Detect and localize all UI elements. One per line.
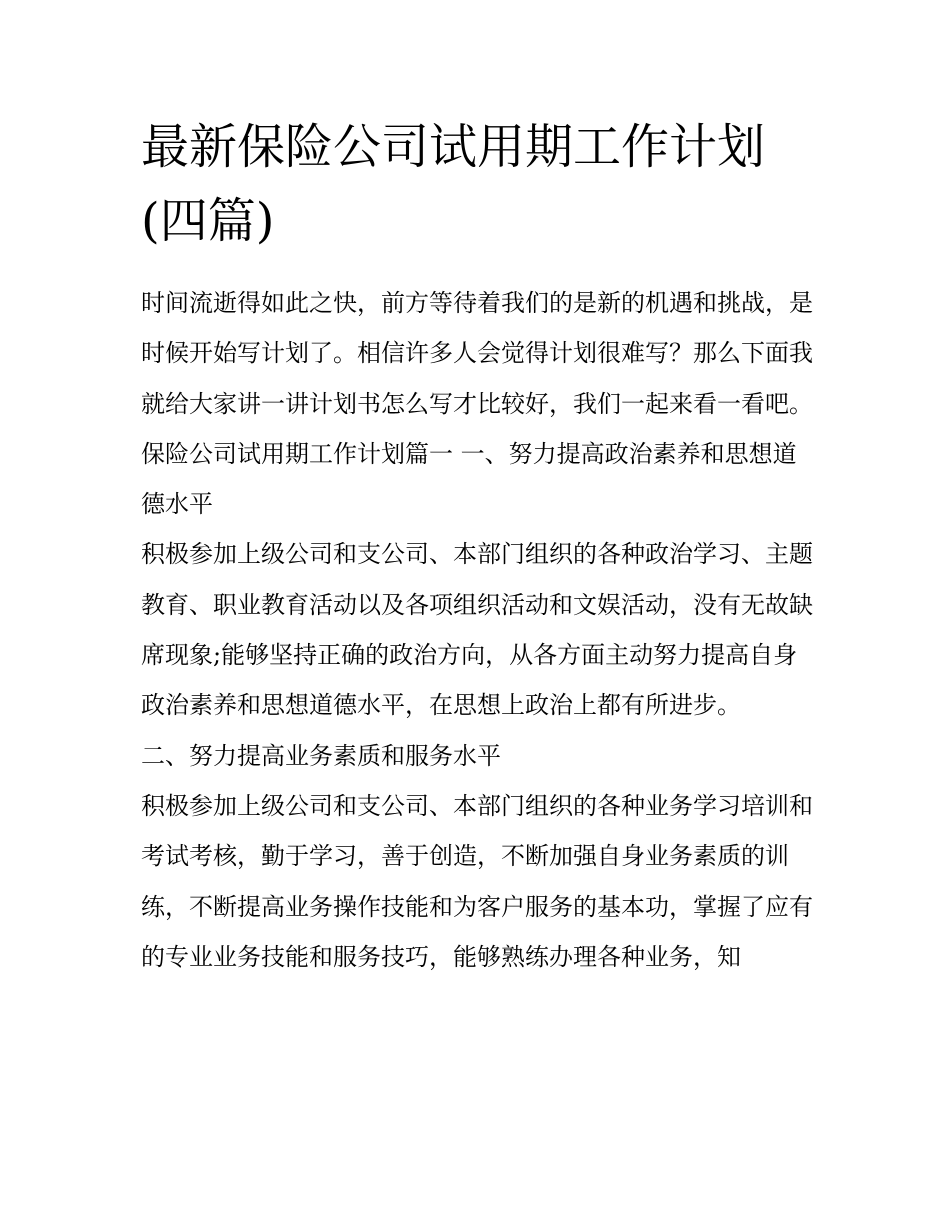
document-title: 最新保险公司试用期工作计划(四篇) xyxy=(141,119,766,249)
title-block xyxy=(141,110,813,258)
section-one-body: 积极参加上级公司和支公司、本部门组织的各种政治学习、主题教育、职业教育活动以及各项组织活动和文娱活动，没有无故缺席现象;能够坚持正确的政治方向，从各方面主动努力提高自身政治素养和思想道德水平，在思想上政治上都有所进步。 xyxy=(141,540,813,720)
section-one-heading: 保险公司试用期工作计划篇一 一、努力提高政治素养和思想道德水平 xyxy=(141,439,797,519)
intro-paragraph: 时间流逝得如此之快，前方等待着我们的是新的机遇和挑战，是时候开始写计划了。相信许多人会觉得计划很难写？那么下面我就给大家讲一讲计划书怎么写才比较好，我们一起来看一看吧。 xyxy=(141,289,813,418)
section-two-body: 积极参加上级公司和支公司、本部门组织的各种业务学习培训和考试考核，勤于学习，善于创造，不断加强自身业务素质的训练，不断提高业务操作技能和为客户服务的基本功，掌握了应有的专业业务技能和服务技巧，能够熟练办理各种业务，知 xyxy=(141,791,813,971)
document-page xyxy=(141,110,813,982)
section-two-heading: 二、努力提高业务素质和服务水平 xyxy=(141,741,501,770)
